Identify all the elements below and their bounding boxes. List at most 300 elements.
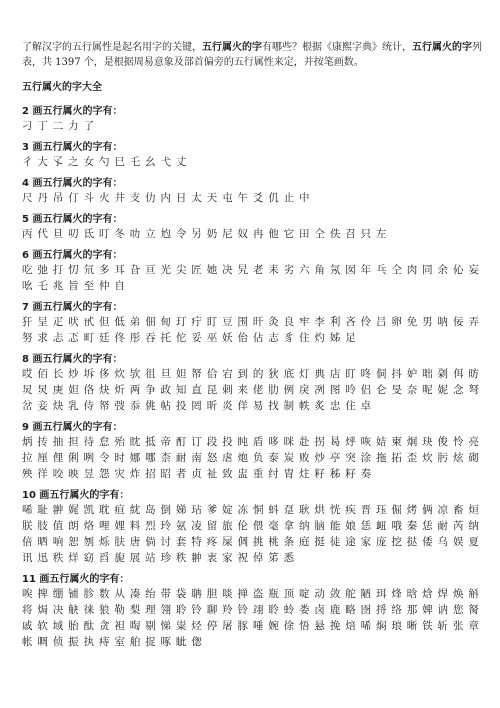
character: 庞 — [375, 536, 387, 548]
character: 刴 — [437, 368, 449, 380]
character: 咴 — [360, 436, 372, 448]
character: 绷 — [52, 588, 64, 600]
character: 盯 — [206, 316, 218, 328]
character: 挑 — [252, 536, 264, 548]
character: 日 — [175, 192, 187, 204]
character: 盅 — [237, 468, 248, 480]
character: 抽 — [52, 436, 64, 448]
section-10-strokes — [22, 489, 484, 566]
character: 炸 — [129, 468, 141, 480]
character: 佬 — [252, 384, 264, 396]
character: 泰 — [268, 452, 279, 464]
character: 冽 — [314, 384, 325, 396]
character: 珍 — [160, 552, 172, 564]
character-list — [22, 226, 484, 242]
character: 忝 — [129, 400, 141, 412]
character: 祉 — [206, 468, 218, 480]
character: 昭 — [160, 468, 172, 480]
character: 屠 — [222, 620, 233, 632]
character: 尼 — [222, 228, 233, 240]
character: 络 — [391, 604, 402, 616]
character: 数 — [98, 588, 110, 600]
character: 咪 — [283, 436, 295, 448]
character: 利 — [329, 316, 341, 328]
character: 陋 — [360, 588, 372, 600]
stroke-count: 11 — [22, 574, 36, 585]
character: 爹 — [206, 504, 218, 516]
character: 铃 — [237, 604, 248, 616]
character: 酊 — [175, 436, 187, 448]
character-list — [22, 190, 484, 206]
character: 志 — [268, 332, 279, 344]
character: 丙 — [22, 228, 33, 240]
character: 徂 — [145, 368, 156, 380]
character: 低 — [114, 316, 125, 328]
character: 耿 — [299, 504, 310, 516]
character: 衷 — [206, 552, 218, 564]
character: 知 — [175, 384, 187, 396]
character: 巳 — [114, 156, 125, 168]
character: 胆 — [206, 588, 218, 600]
character: 纣 — [268, 468, 279, 480]
character: 炊 — [422, 452, 433, 464]
character: 罔 — [191, 400, 202, 412]
character: 胬 — [468, 604, 479, 616]
character: 唏 — [22, 504, 33, 516]
character: 舀 — [98, 552, 110, 564]
character: 肢 — [37, 520, 48, 532]
character: 佰 — [37, 368, 48, 380]
character: 焕 — [452, 588, 464, 600]
character: 料 — [129, 520, 141, 532]
character: 拓 — [391, 452, 402, 464]
character: 仉 — [268, 192, 279, 204]
character: 妄 — [468, 264, 479, 276]
character: 家 — [360, 536, 372, 548]
character: 孓 — [52, 156, 64, 168]
character: 男 — [422, 316, 433, 328]
section-heading-text: 画五行属火的字有： — [35, 490, 130, 501]
character: 怒 — [206, 452, 218, 464]
character: 投 — [175, 400, 187, 412]
character: 奈 — [406, 384, 418, 396]
character: 拐 — [314, 436, 325, 448]
character: 巫 — [206, 332, 218, 344]
character: 籽 — [345, 468, 356, 480]
character: 觖 — [68, 604, 79, 616]
character: 佗 — [175, 332, 187, 344]
character: 俐 — [68, 452, 79, 464]
character: 托 — [160, 332, 172, 344]
character: 足 — [345, 332, 356, 344]
character: 斛 — [468, 588, 479, 600]
character: 舵 — [345, 588, 356, 600]
character: 羚 — [222, 604, 233, 616]
character: 烙 — [83, 520, 95, 532]
character: 尺 — [22, 192, 33, 204]
character: 焖 — [375, 620, 387, 632]
character: 时 — [114, 452, 125, 464]
character: 帑 — [191, 368, 202, 380]
character: 怜 — [452, 436, 464, 448]
section-heading-text: 画五行属火的字有： — [28, 250, 123, 261]
character: 特 — [191, 536, 202, 548]
character: 晋 — [360, 504, 372, 516]
character: 戾 — [299, 384, 310, 396]
character: 畜 — [452, 504, 464, 516]
character: 烈 — [145, 520, 156, 532]
character: 拿 — [283, 520, 295, 532]
character: 咚 — [360, 368, 372, 380]
character: 聊 — [206, 604, 218, 616]
character: 灾 — [114, 468, 125, 480]
character: 廷 — [98, 332, 110, 344]
character: 徉 — [37, 468, 48, 480]
character: 玎 — [175, 316, 187, 328]
character: 町 — [83, 332, 95, 344]
character: 啁 — [37, 636, 48, 648]
character: 吞 — [145, 332, 156, 344]
character: 至 — [83, 280, 95, 292]
character: 卵 — [391, 316, 402, 328]
section-5-strokes — [22, 213, 484, 242]
character: 氐 — [83, 228, 95, 240]
character: 娱 — [452, 536, 464, 548]
character: 两 — [129, 384, 141, 396]
character: 凑 — [129, 588, 141, 600]
character: 仝 — [391, 264, 402, 276]
character: 怠 — [98, 436, 110, 448]
character: 疼 — [206, 536, 218, 548]
character: 止 — [283, 192, 295, 204]
character: 大 — [37, 156, 48, 168]
character: 俚 — [52, 452, 64, 464]
character: 能 — [329, 520, 341, 532]
character: 秭 — [329, 468, 341, 480]
section-heading-text: 画五行属火的字有： — [28, 178, 123, 189]
character: 念 — [452, 384, 464, 396]
character: 昉 — [468, 368, 479, 380]
character: 住 — [345, 400, 356, 412]
character: 冬 — [114, 228, 125, 240]
character: 鹿 — [329, 604, 341, 616]
character: 秩 — [175, 552, 187, 564]
character: 偎 — [252, 520, 264, 532]
character: 啄 — [160, 636, 172, 648]
character: 酞 — [83, 620, 95, 632]
character: 典 — [314, 368, 325, 380]
character: 中 — [299, 192, 310, 204]
character-list — [22, 118, 484, 134]
character: 宕 — [222, 368, 233, 380]
character: 凌 — [191, 520, 202, 532]
character: 佔 — [252, 332, 264, 344]
character: 仲 — [98, 280, 110, 292]
character: 吝 — [345, 316, 356, 328]
character: 铁 — [422, 620, 433, 632]
character: 旨 — [68, 280, 79, 292]
character: 痔 — [98, 636, 110, 648]
character: 曷 — [329, 436, 341, 448]
character: 晒 — [37, 536, 48, 548]
character: 耳 — [114, 264, 125, 276]
character: 冉 — [252, 228, 264, 240]
stroke-count: 5 — [22, 214, 29, 225]
character: 晗 — [406, 588, 418, 600]
character: 呢 — [422, 384, 433, 396]
character: 耐 — [437, 520, 449, 532]
character: 帝 — [160, 436, 172, 448]
character: 帙 — [299, 400, 310, 412]
character: 佚 — [329, 228, 341, 240]
character: 弩 — [468, 384, 479, 396]
character: 柬 — [391, 436, 402, 448]
character: 哆 — [268, 436, 279, 448]
stroke-count: 10 — [22, 490, 36, 501]
stroke-count: 3 — [22, 142, 29, 153]
character: 甙 — [83, 316, 95, 328]
character: 悌 — [160, 620, 172, 632]
character: 忠 — [329, 400, 341, 412]
character: 翊 — [252, 604, 264, 616]
character: 丁 — [37, 120, 48, 132]
character: 仑 — [375, 384, 387, 396]
character: 炒 — [314, 452, 325, 464]
stroke-count: 2 — [22, 106, 29, 117]
character: 旯 — [237, 264, 248, 276]
character: 忉 — [68, 264, 79, 276]
character: 炅 — [22, 384, 33, 396]
character: 氘 — [83, 264, 95, 276]
character: 妒 — [406, 368, 418, 380]
character: 直 — [191, 384, 202, 396]
character: 捋 — [375, 604, 387, 616]
character: 执 — [83, 636, 95, 648]
character: 挖 — [391, 536, 402, 548]
character: 贞 — [191, 468, 202, 480]
character: 脑 — [314, 520, 325, 532]
character: 旰 — [252, 316, 264, 328]
character: 梨 — [129, 604, 141, 616]
section-7-strokes — [22, 301, 484, 346]
character: 致 — [222, 468, 233, 480]
stroke-sections — [22, 105, 484, 650]
section-heading — [22, 353, 484, 366]
section-3-strokes — [22, 141, 484, 170]
character: 厘 — [37, 452, 48, 464]
character: 啕 — [129, 620, 141, 632]
character: 刺 — [222, 384, 233, 396]
character: 纳 — [299, 520, 310, 532]
character: 绐 — [145, 588, 156, 600]
character: 炎 — [222, 400, 233, 412]
character: 刎 — [83, 536, 95, 548]
character: 同 — [422, 264, 433, 276]
character: 张 — [452, 620, 464, 632]
character: 豸 — [283, 332, 295, 344]
character: 恁 — [360, 520, 372, 532]
character: 决 — [52, 604, 64, 616]
character: 兆 — [52, 280, 64, 292]
character-list — [22, 154, 484, 170]
character: 唏 — [360, 620, 372, 632]
character: 家 — [222, 552, 233, 564]
character: 肋 — [268, 384, 279, 396]
character: 者 — [175, 468, 187, 480]
character: 长 — [52, 368, 64, 380]
character: 光 — [160, 264, 172, 276]
intro-paragraph — [22, 40, 484, 70]
character: 呤 — [345, 384, 356, 396]
character: 掸 — [237, 588, 248, 600]
character: 欤 — [129, 368, 141, 380]
character: 秩 — [52, 552, 64, 564]
character: 烃 — [191, 620, 202, 632]
character: 叨 — [68, 228, 79, 240]
character: 二 — [52, 120, 64, 132]
character: 弛 — [37, 264, 48, 276]
character: 内 — [160, 192, 172, 204]
character: 烽 — [391, 588, 402, 600]
character: 佴 — [452, 368, 464, 380]
character: 岛 — [145, 504, 156, 516]
character: 囹 — [360, 604, 372, 616]
character: 灸 — [268, 316, 279, 328]
section-heading-text: 画五行属火的字有： — [35, 574, 130, 585]
stroke-count: 9 — [22, 422, 29, 433]
section-11-strokes — [22, 573, 484, 650]
section-heading — [22, 421, 484, 434]
character: 晰 — [406, 620, 418, 632]
character: 政 — [160, 384, 172, 396]
character: 妥 — [191, 332, 202, 344]
section-heading-text: 画五行属火的字有： — [28, 214, 123, 225]
character-list — [22, 314, 484, 346]
character: 倬 — [252, 552, 264, 564]
character: 奴 — [237, 228, 248, 240]
character: 狼 — [98, 604, 110, 616]
character: 涂 — [360, 452, 372, 464]
character: 庚 — [52, 384, 64, 396]
character: 争 — [145, 384, 156, 396]
character: 室 — [114, 636, 125, 648]
character: 打 — [52, 264, 64, 276]
character: 了 — [83, 120, 95, 132]
character: 袒 — [114, 620, 125, 632]
character: 窈 — [83, 552, 95, 564]
character: 徒 — [329, 536, 341, 548]
character: 悟 — [299, 620, 310, 632]
character: 年 — [360, 264, 372, 276]
character: 仝 — [314, 228, 325, 240]
character: 耐 — [175, 452, 187, 464]
character-list — [22, 586, 484, 650]
character: 伈 — [452, 264, 464, 276]
character: 甸 — [160, 316, 172, 328]
character: 弄 — [468, 316, 479, 328]
section-heading-text: 画五行属火的字有： — [28, 302, 123, 313]
character: 倘 — [145, 536, 156, 548]
character: 趸 — [283, 504, 295, 516]
character: 俩 — [422, 504, 433, 516]
character: 毫 — [268, 520, 279, 532]
character: 围 — [237, 316, 248, 328]
character: 咄 — [422, 368, 433, 380]
character: 佯 — [237, 400, 248, 412]
character: 焊 — [437, 588, 449, 600]
character: 展 — [129, 552, 141, 564]
character: 豆 — [222, 316, 233, 328]
character: 籽 — [314, 468, 325, 480]
character: 域 — [52, 620, 64, 632]
character: 卓 — [360, 400, 372, 412]
character: 动 — [314, 588, 325, 600]
character: 盾 — [252, 436, 264, 448]
character: 眦 — [175, 636, 187, 648]
character: 烀 — [345, 436, 356, 448]
character: 怨 — [98, 468, 110, 480]
character-list — [22, 434, 484, 482]
character: 求 — [37, 332, 48, 344]
character: 恫 — [252, 504, 264, 516]
character: 伦 — [237, 520, 248, 532]
character: 铺 — [68, 588, 79, 600]
character: 娄 — [299, 604, 310, 616]
character: 火 — [98, 192, 110, 204]
character: 玦 — [422, 436, 433, 448]
character: 玷 — [191, 504, 202, 516]
character: 佟 — [114, 332, 125, 344]
character: 代 — [37, 228, 48, 240]
character: 佮 — [206, 368, 218, 380]
character: 良 — [283, 316, 295, 328]
character: 恍 — [329, 504, 341, 516]
stroke-count: 7 — [22, 302, 29, 313]
character: 它 — [283, 228, 295, 240]
character: 呈 — [37, 316, 48, 328]
character: 抟 — [37, 436, 48, 448]
section-heading — [22, 573, 484, 586]
character: 订 — [191, 436, 202, 448]
character: 余 — [437, 264, 449, 276]
character: 之 — [68, 156, 79, 168]
character: 吆 — [22, 280, 33, 292]
character: 剔 — [145, 620, 156, 632]
character: 盯 — [345, 368, 356, 380]
character: 囡 — [345, 264, 356, 276]
character: 努 — [22, 332, 33, 344]
character: 留 — [206, 520, 218, 532]
character: 哦 — [391, 520, 402, 532]
character: 迅 — [37, 552, 48, 564]
character: 斗 — [83, 192, 95, 204]
character: 吃 — [22, 264, 33, 276]
character: 珏 — [375, 504, 387, 516]
character: 唾 — [252, 620, 264, 632]
character: 底 — [283, 368, 295, 380]
character: 旦 — [52, 228, 64, 240]
character: 赴 — [299, 436, 310, 448]
character: 弋 — [160, 156, 172, 168]
character: 但 — [98, 316, 110, 328]
character: 弟 — [129, 316, 141, 328]
character: 恁 — [422, 520, 433, 532]
character: 捉 — [145, 636, 156, 648]
character: 殆 — [114, 436, 125, 448]
character: 倍 — [22, 536, 33, 548]
character: 娜 — [129, 452, 141, 464]
character: 秦 — [406, 520, 418, 532]
